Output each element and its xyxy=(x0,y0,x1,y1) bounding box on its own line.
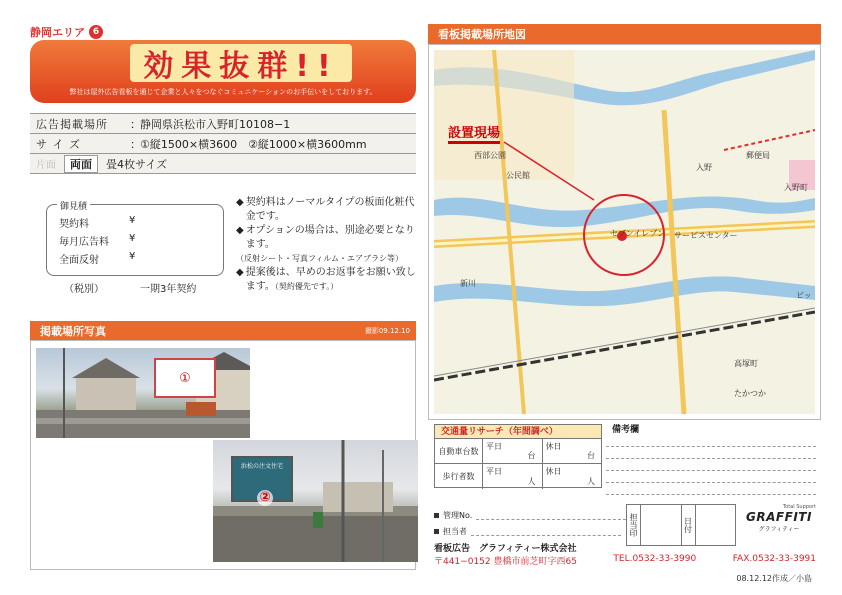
location-value: 静岡県浜松市入野町10108−1 xyxy=(140,117,291,131)
banner-title-box xyxy=(130,44,352,82)
footer-note: 08.12.12作成／小島 xyxy=(736,574,812,583)
traffic-row-walkers xyxy=(435,464,601,489)
management-no-label: 管理No. xyxy=(443,510,473,520)
side-bold-tag: 両面 xyxy=(64,155,98,173)
person-in-charge-label: 担当者 xyxy=(443,526,467,536)
remarks-title: 備考欄 xyxy=(612,425,640,435)
stamp-field[interactable] xyxy=(641,505,682,545)
map-label-seven: セブンイレブン xyxy=(610,229,665,238)
area-number-badge: 6 xyxy=(89,25,103,39)
site-photo-2 xyxy=(213,440,418,562)
note-item: ◆ 契約料はノーマルタイプの板面化粧代金です。 xyxy=(236,197,415,222)
logo-tagline: Total Support xyxy=(782,504,816,510)
photo-header xyxy=(30,321,416,340)
photo-header-title: 掲載場所写真 xyxy=(40,324,106,338)
location-label: 広告掲載場所 xyxy=(36,117,108,131)
billboard-1 xyxy=(154,358,216,398)
traffic-cars-label: 自動車台数 xyxy=(435,439,483,463)
estimate-row: 全面反射 ¥ xyxy=(59,251,136,266)
info-row-size: サ イ ズ ： ①縦1500×横3600 ②縦1000×横3600mm xyxy=(30,134,416,154)
stamp-label: 担当印 xyxy=(627,505,641,545)
banner-subtitle: 弊社は屋外広告看板を通じて企業と人々をつなぐコミュニケーションのお手伝いをしております。 xyxy=(69,88,377,96)
note-item: ◆ 提案後は、早めのお返事をお願い致します。（契約優先です。） xyxy=(236,267,416,292)
area-label: 静岡エリア xyxy=(30,26,85,39)
map-label-irino2: 入野 xyxy=(696,163,712,172)
map-label-takatsuka: 高塚町 xyxy=(734,359,758,368)
tax-note: （税別） xyxy=(64,284,104,295)
map-header xyxy=(428,24,821,44)
billboard-2-text: 浜松の注文住宅 xyxy=(240,463,283,470)
traffic-title: 交通量リサーチ（年間調べ） xyxy=(435,425,601,439)
estimate-row: 契約料 ¥ xyxy=(59,215,136,230)
map-header-title: 看板掲載場所地図 xyxy=(438,28,526,41)
map-label-shinkawa: 新川 xyxy=(460,279,476,288)
bullet-icon xyxy=(434,513,439,518)
stamp-box xyxy=(626,504,736,546)
date-field[interactable] xyxy=(696,505,736,545)
billboard-2-label: ② xyxy=(257,490,273,506)
company-logo xyxy=(742,504,816,546)
banner-title: 効果抜群!! xyxy=(143,49,339,84)
banner xyxy=(30,40,416,103)
estimate-title: 御見積 xyxy=(57,199,90,212)
bullet-icon xyxy=(434,529,439,534)
map-label-park: 公民館 xyxy=(506,171,530,180)
logo-subtext: グラフィティー xyxy=(758,526,800,533)
traffic-research-table xyxy=(434,424,602,488)
info-table xyxy=(30,113,416,174)
photo-date: 撮影09.12.10 xyxy=(364,326,410,335)
side-value: 畳4枚サイズ xyxy=(106,157,168,171)
remarks-line xyxy=(606,435,816,447)
size-label: サ イ ズ xyxy=(36,137,81,151)
traffic-cell[interactable]: 休日 台 xyxy=(545,442,595,460)
map-label-west: 西部公園 xyxy=(474,151,506,160)
company-contact xyxy=(434,554,816,567)
size-value: ①縦1500×横3600 ②縦1000×横3600mm xyxy=(140,137,367,151)
note-item: ◆ オプションの場合は、別途必要となります。 xyxy=(236,225,415,250)
area-tag xyxy=(30,24,103,40)
site-map xyxy=(434,50,815,414)
map-label-service: サービスセンター xyxy=(674,231,738,240)
billboard-1-label: ① xyxy=(179,370,191,386)
management-row xyxy=(434,507,626,523)
map-label-pi: ビッ xyxy=(796,291,812,300)
traffic-cell[interactable]: 平日 台 xyxy=(483,439,543,463)
management-fields xyxy=(434,507,626,539)
company-name: 看板広告 グラフィティー株式会社 xyxy=(434,544,577,554)
estimate-footer xyxy=(64,280,196,295)
map-label-takatsuka-station: たかつか xyxy=(734,389,766,398)
notes xyxy=(236,196,416,294)
company-address: 〒441−0152 豊橋市前芝町字西65 xyxy=(434,557,577,567)
company-tel: TEL.0532-33-3990 xyxy=(613,554,697,564)
info-row-side xyxy=(30,154,416,174)
site-photo-1 xyxy=(36,348,250,438)
map-label-post: 郵便局 xyxy=(746,151,770,160)
traffic-row-cars xyxy=(435,439,601,464)
map-label-irino: 入野町 xyxy=(784,183,808,192)
management-row xyxy=(434,523,626,539)
info-row-location: 広告掲載場所 ： 静岡県浜松市入野町10108−1 xyxy=(30,114,416,134)
traffic-cell[interactable]: 休日 人 xyxy=(545,467,595,486)
logo-name: GRAFFITI xyxy=(746,510,812,524)
estimate-box xyxy=(46,204,224,276)
contract-term: 一期3年契約 xyxy=(140,284,197,295)
management-no-field[interactable] xyxy=(476,510,626,520)
traffic-walkers-label: 歩行者数 xyxy=(435,464,483,489)
company-fax: FAX.0532-33-3991 xyxy=(732,554,816,564)
date-label: 日付 xyxy=(682,505,696,545)
estimate-row: 毎月広告料 ¥ xyxy=(59,233,136,248)
note-item: （反射シート・写真フィルム・エアブラシ等） xyxy=(236,254,404,263)
traffic-cell[interactable]: 平日 人 xyxy=(483,464,543,489)
remarks-line xyxy=(606,483,816,495)
side-faded-tag: 片面 xyxy=(36,160,56,171)
person-in-charge-field[interactable] xyxy=(471,526,621,536)
map-location-label: 設置現場 xyxy=(448,122,500,144)
remarks-line xyxy=(606,447,816,459)
remarks-box[interactable] xyxy=(606,418,816,500)
remarks-line xyxy=(606,471,816,483)
remarks-line xyxy=(606,459,816,471)
